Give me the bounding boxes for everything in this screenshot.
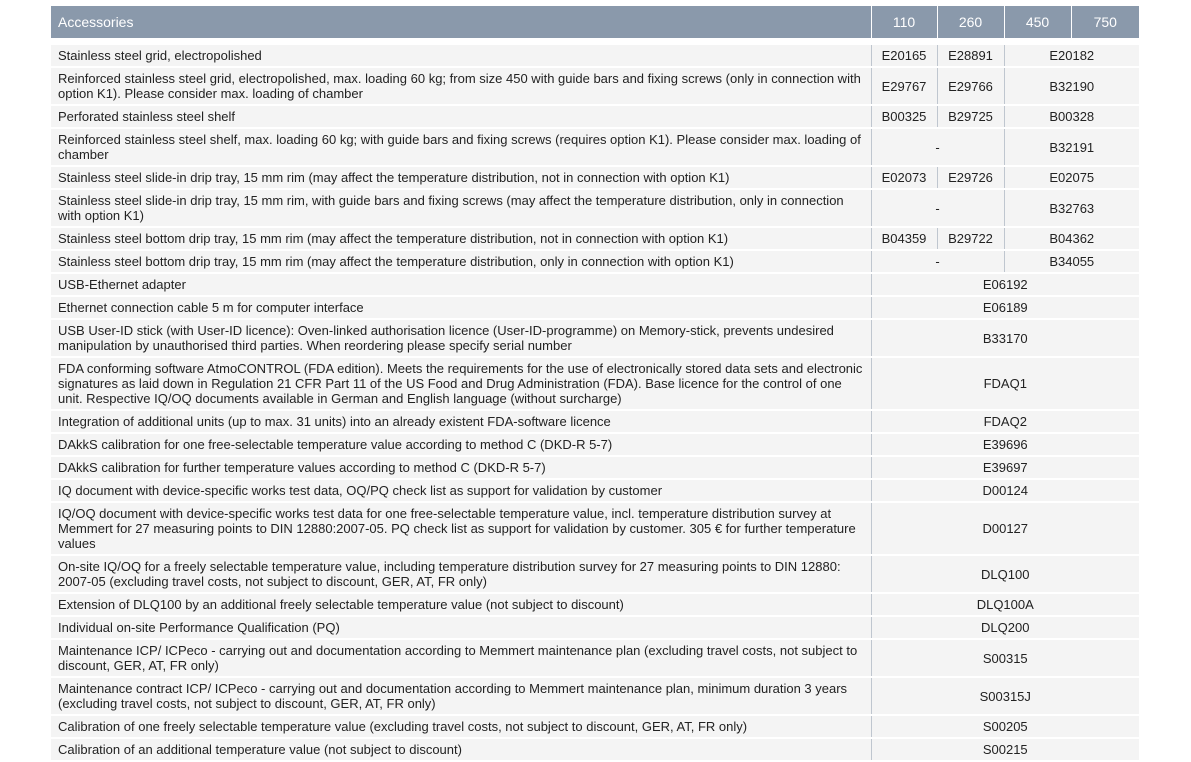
code-260: B29725 (937, 105, 1004, 128)
row-description: Stainless steel slide-in drip tray, 15 mm rim (may affect the temperature distribution, not in connection with option K1) (51, 166, 871, 189)
table-row (51, 105, 1139, 128)
code-110: B04359 (871, 227, 937, 250)
table-row (51, 44, 1139, 67)
row-description: Ethernet connection cable 5 m for computer interface (51, 296, 871, 319)
header-size-110: 110 (871, 6, 937, 38)
row-description: DAkkS calibration for further temperature values according to method C (DKD-R 5-7) (51, 456, 871, 479)
accessories-table (51, 6, 1139, 762)
row-description: Maintenance contract ICP/ ICPeco - carrying out and documentation according to Memmert maintenance plan, minimum duration 3 years (excluding travel costs, not subject to discount, GER, AT, FR only) (51, 677, 871, 715)
code-450-750: B00328 (1004, 105, 1139, 128)
code-all-sizes: B33170 (871, 319, 1139, 357)
header-accessories: Accessories (51, 6, 871, 38)
code-450-750: E20182 (1004, 44, 1139, 67)
table-row (51, 227, 1139, 250)
code-all-sizes: S00215 (871, 738, 1139, 761)
code-450-750: E02075 (1004, 166, 1139, 189)
row-description: Stainless steel grid, electropolished (51, 44, 871, 67)
code-450-750: B32191 (1004, 128, 1139, 166)
table-row (51, 479, 1139, 502)
table-row (51, 319, 1139, 357)
code-450-750: B04362 (1004, 227, 1139, 250)
code-all-sizes: DLQ100 (871, 555, 1139, 593)
row-description: Perforated stainless steel shelf (51, 105, 871, 128)
row-description: Reinforced stainless steel shelf, max. loading 60 kg; with guide bars and fixing screws (requires option K1). Please consider max. loading of chamber (51, 128, 871, 166)
table-row (51, 502, 1139, 555)
row-description: DAkkS calibration for one free-selectable temperature value according to method C (DKD-R 5-7) (51, 433, 871, 456)
code-260: B29722 (937, 227, 1004, 250)
table-row (51, 296, 1139, 319)
code-110-260: - (871, 189, 1004, 227)
table-header-row (51, 6, 1139, 38)
header-size-750: 750 (1071, 6, 1139, 38)
table-row (51, 456, 1139, 479)
table-row (51, 410, 1139, 433)
header-size-450: 450 (1004, 6, 1071, 38)
row-description: Integration of additional units (up to max. 31 units) into an already existent FDA-software licence (51, 410, 871, 433)
row-description: Calibration of an additional temperature value (not subject to discount) (51, 738, 871, 761)
code-all-sizes: FDAQ2 (871, 410, 1139, 433)
row-description: USB User-ID stick (with User-ID licence): Oven-linked authorisation licence (User-ID-programme) on Memory-stick, prevents undesired manipulation by unauthorised third parties. When reordering please specify serial number (51, 319, 871, 357)
code-110: E02073 (871, 166, 937, 189)
code-all-sizes: FDAQ1 (871, 357, 1139, 410)
code-450-750: B34055 (1004, 250, 1139, 273)
row-description: Stainless steel bottom drip tray, 15 mm rim (may affect the temperature distribution, only in connection with option K1) (51, 250, 871, 273)
code-450-750: B32763 (1004, 189, 1139, 227)
code-all-sizes: D00127 (871, 502, 1139, 555)
code-all-sizes: DLQ200 (871, 616, 1139, 639)
code-260: E29726 (937, 166, 1004, 189)
code-260: E29766 (937, 67, 1004, 105)
row-description: IQ/OQ document with device-specific works test data for one free-selectable temperature value, incl. temperature distribution survey at Memmert for 27 measuring points to DIN 12880:2007-05. PQ check list as support for validation by customer. 305 € for further temperature values (51, 502, 871, 555)
table-row (51, 677, 1139, 715)
row-description: Individual on-site Performance Qualification (PQ) (51, 616, 871, 639)
table-row (51, 189, 1139, 227)
code-all-sizes: S00315 (871, 639, 1139, 677)
table-row (51, 639, 1139, 677)
row-description: USB-Ethernet adapter (51, 273, 871, 296)
row-description: Stainless steel bottom drip tray, 15 mm rim (may affect the temperature distribution, not in connection with option K1) (51, 227, 871, 250)
row-description: Calibration of one freely selectable temperature value (excluding travel costs, not subject to discount, GER, AT, FR only) (51, 715, 871, 738)
code-all-sizes: E06192 (871, 273, 1139, 296)
table-row (51, 555, 1139, 593)
table-row (51, 738, 1139, 761)
row-description: Reinforced stainless steel grid, electropolished, max. loading 60 kg; from size 450 with guide bars and fixing screws (only in connection with option K1). Please consider max. loading of chamber (51, 67, 871, 105)
row-description: On-site IQ/OQ for a freely selectable temperature value, including temperature distribution survey for 27 measuring points to DIN 12880: 2007-05 (excluding travel costs, not subject to discount, GER, AT, FR only) (51, 555, 871, 593)
table-row (51, 616, 1139, 639)
code-all-sizes: E39696 (871, 433, 1139, 456)
code-all-sizes: E39697 (871, 456, 1139, 479)
code-110-260: - (871, 250, 1004, 273)
table-row (51, 250, 1139, 273)
table-row (51, 128, 1139, 166)
code-all-sizes: S00205 (871, 715, 1139, 738)
table-row (51, 67, 1139, 105)
code-110: E20165 (871, 44, 937, 67)
row-description: FDA conforming software AtmoCONTROL (FDA edition). Meets the requirements for the use of electronically stored data sets and electronic signatures as laid down in Regulation 21 CFR Part 11 of the US Food and Drug Administration (FDA). Base licence for the control of one unit. Respective IQ/OQ documents available in German and English language (without surcharge) (51, 357, 871, 410)
code-110: B00325 (871, 105, 937, 128)
row-description: Extension of DLQ100 by an additional freely selectable temperature value (not subject to discount) (51, 593, 871, 616)
code-110-260: - (871, 128, 1004, 166)
row-description: Stainless steel slide-in drip tray, 15 mm rim, with guide bars and fixing screws (may affect the temperature distribution, only in connection with option K1) (51, 189, 871, 227)
table-row (51, 433, 1139, 456)
code-260: E28891 (937, 44, 1004, 67)
code-450-750: B32190 (1004, 67, 1139, 105)
table-row (51, 715, 1139, 738)
table-row (51, 273, 1139, 296)
table-row (51, 166, 1139, 189)
table-row (51, 593, 1139, 616)
table-row (51, 357, 1139, 410)
code-all-sizes: S00315J (871, 677, 1139, 715)
code-110: E29767 (871, 67, 937, 105)
code-all-sizes: E06189 (871, 296, 1139, 319)
accessories-table-container (51, 6, 1139, 762)
row-description: Maintenance ICP/ ICPeco - carrying out and documentation according to Memmert maintenance plan (excluding travel costs, not subject to discount, GER, AT, FR only) (51, 639, 871, 677)
code-all-sizes: DLQ100A (871, 593, 1139, 616)
code-all-sizes: D00124 (871, 479, 1139, 502)
row-description: IQ document with device-specific works test data, OQ/PQ check list as support for validation by customer (51, 479, 871, 502)
header-size-260: 260 (937, 6, 1004, 38)
